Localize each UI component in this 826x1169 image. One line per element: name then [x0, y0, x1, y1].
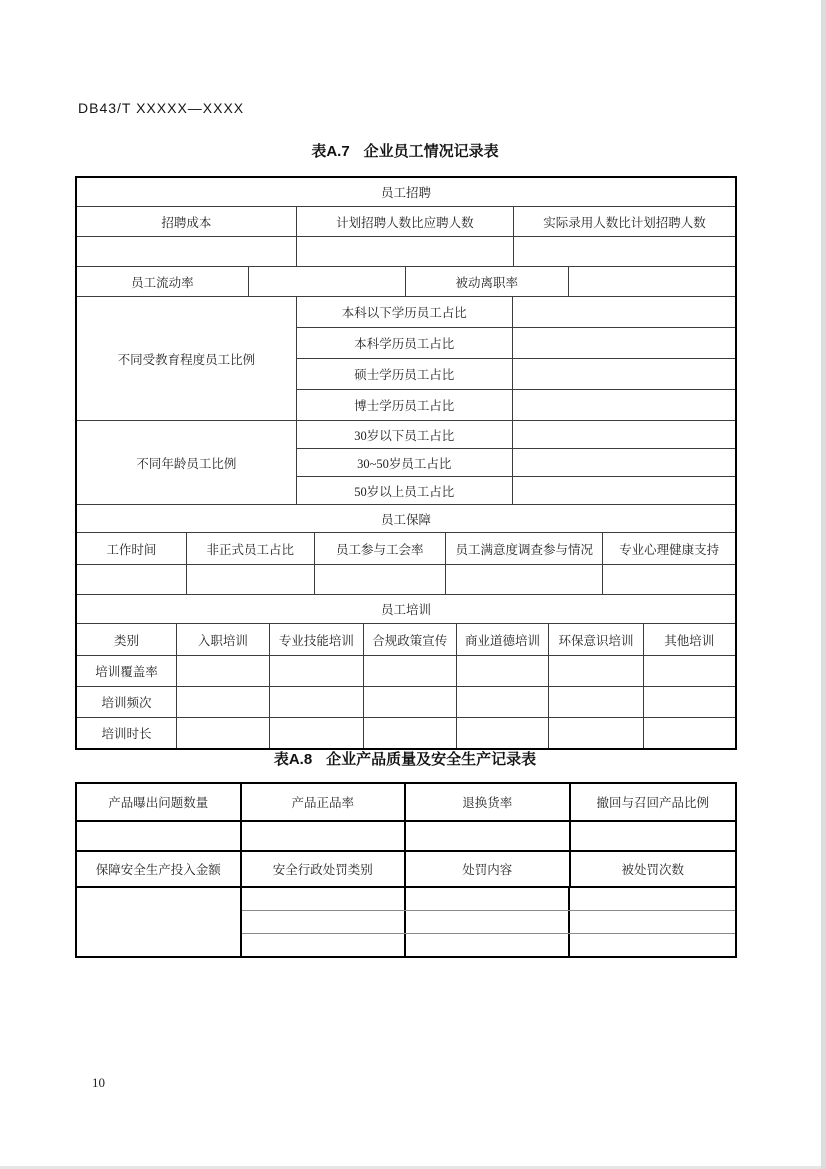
training-col-header: 其他培训	[664, 633, 715, 648]
safety-value-body	[242, 888, 736, 956]
training-row-label: 培训频次	[77, 687, 177, 717]
age-group-label: 不同年龄员工比例	[77, 421, 297, 504]
table-a7	[75, 176, 737, 750]
turnover-row	[77, 267, 735, 297]
age-row	[297, 449, 735, 477]
empty-cell	[77, 888, 242, 956]
training-col-header: 商业道德培训	[457, 624, 550, 655]
empty-cell	[406, 911, 570, 933]
turnover-label: 员工流动率	[77, 267, 249, 296]
recruitment-col-header: 招聘成本	[77, 207, 297, 236]
table-a7-caption-text: 企业员工情况记录表	[363, 143, 499, 160]
table-a8	[75, 782, 737, 958]
empty-cell	[406, 888, 570, 910]
safety-header-row	[77, 852, 735, 888]
training-col-header: 专业技能培训	[270, 624, 364, 655]
age-row	[297, 421, 735, 449]
empty-cell	[187, 565, 315, 594]
empty-cell	[77, 822, 242, 850]
empty-cell	[570, 934, 734, 956]
education-row-label: 本科以下学历员工占比	[297, 297, 513, 327]
empty-cell	[364, 656, 457, 686]
empty-cell	[77, 237, 297, 266]
table-a8-caption-text: 企业产品质量及安全生产记录表	[326, 751, 537, 768]
empty-cell	[364, 718, 457, 748]
age-row-label: 50岁以上员工占比	[297, 477, 513, 504]
education-row-label: 硕士学历员工占比	[297, 359, 513, 389]
empty-cell	[457, 656, 550, 686]
empty-cell	[297, 237, 514, 266]
welfare-col-header: 员工参与工会率	[315, 533, 447, 564]
table-a7-caption	[75, 140, 735, 161]
education-row	[297, 297, 735, 328]
empty-cell	[644, 687, 736, 717]
training-col-header: 类别	[77, 624, 177, 655]
welfare-section-row	[77, 505, 735, 533]
empty-cell	[513, 359, 735, 389]
education-row	[297, 328, 735, 359]
empty-cell	[406, 934, 570, 956]
age-group-row	[77, 421, 735, 505]
empty-cell	[571, 822, 736, 850]
empty-cell	[603, 565, 735, 594]
age-row-label: 30~50岁员工占比	[297, 449, 513, 476]
age-row-label: 30岁以下员工占比	[297, 421, 513, 448]
training-row-label: 培训时长	[77, 718, 177, 748]
safety-value-rows	[77, 888, 735, 956]
training-section-row	[77, 595, 735, 624]
empty-cell	[270, 687, 364, 717]
empty-cell	[570, 911, 734, 933]
recruitment-header-row	[77, 207, 735, 237]
empty-cell	[644, 718, 736, 748]
recruitment-value-row	[77, 237, 735, 267]
age-group-body	[297, 421, 735, 504]
empty-cell	[513, 449, 735, 476]
empty-cell	[270, 656, 364, 686]
safety-col-header: 保障安全生产投入金额	[77, 852, 242, 886]
safety-col-header: 处罚内容	[406, 852, 571, 886]
safety-value-subrow	[242, 911, 736, 934]
training-row-frequency	[77, 687, 735, 718]
welfare-col-header: 工作时间	[77, 533, 187, 564]
empty-cell	[177, 687, 270, 717]
training-section-header: 员工培训	[380, 603, 431, 617]
empty-cell	[242, 911, 406, 933]
welfare-col-header: 非正式员工占比	[187, 533, 315, 564]
training-col-header: 入职培训	[177, 624, 270, 655]
empty-cell	[513, 297, 735, 327]
empty-cell	[513, 421, 735, 448]
training-row-duration	[77, 718, 735, 748]
age-row	[297, 477, 735, 504]
recruitment-section-header: 员工招聘	[380, 186, 431, 200]
quality-col-header: 撤回与召回产品比例	[596, 796, 709, 810]
education-group-label: 不同受教育程度员工比例	[77, 297, 297, 420]
empty-cell	[242, 934, 406, 956]
education-group-body	[297, 297, 735, 420]
welfare-col-header: 员工满意度调查参与情况	[446, 533, 603, 564]
empty-cell	[549, 718, 643, 748]
passive-resignation-label: 被动离职率	[406, 267, 569, 296]
empty-cell	[270, 718, 364, 748]
document-code: DB43/T XXXXX—XXXX	[78, 100, 245, 116]
empty-cell	[177, 656, 270, 686]
empty-cell	[242, 888, 406, 910]
welfare-header-row	[77, 533, 735, 565]
safety-col-header: 被处罚次数	[621, 863, 684, 877]
quality-value-row	[77, 822, 735, 852]
education-row-label: 博士学历员工占比	[297, 390, 513, 420]
safety-value-subrow	[242, 888, 736, 911]
empty-cell	[513, 328, 735, 358]
table-a8-caption-label: 表A.8	[273, 751, 313, 768]
training-col-header: 合规政策宣传	[364, 624, 457, 655]
empty-cell	[364, 687, 457, 717]
empty-cell	[406, 822, 571, 850]
training-row-coverage	[77, 656, 735, 687]
quality-header-row	[77, 784, 735, 822]
welfare-col-header: 专业心理健康支持	[619, 542, 720, 557]
training-header-row	[77, 624, 735, 656]
training-row-label: 培训覆盖率	[77, 656, 177, 686]
empty-cell	[514, 237, 735, 266]
empty-cell	[315, 565, 447, 594]
empty-cell	[513, 477, 735, 504]
empty-cell	[457, 718, 550, 748]
empty-cell	[513, 390, 735, 420]
empty-cell	[644, 656, 736, 686]
recruitment-section-row	[77, 178, 735, 207]
welfare-section-header: 员工保障	[380, 512, 431, 527]
education-row	[297, 359, 735, 390]
empty-cell	[249, 267, 406, 296]
empty-cell	[446, 565, 603, 594]
table-a7-caption-label: 表A.7	[311, 143, 350, 160]
welfare-value-row	[77, 565, 735, 595]
empty-cell	[549, 656, 643, 686]
empty-cell	[549, 687, 643, 717]
empty-cell	[569, 267, 736, 296]
education-row-label: 本科学历员工占比	[297, 328, 513, 358]
table-a8-caption	[75, 748, 735, 769]
empty-cell	[570, 888, 734, 910]
safety-value-subrow	[242, 934, 736, 956]
quality-col-header: 产品正品率	[242, 784, 407, 820]
training-col-header: 环保意识培训	[549, 624, 643, 655]
empty-cell	[457, 687, 550, 717]
empty-cell	[177, 718, 270, 748]
recruitment-col-header: 实际录用人数比计划招聘人数	[543, 215, 706, 230]
quality-col-header: 产品曝出问题数量	[77, 784, 242, 820]
education-row	[297, 390, 735, 420]
safety-col-header: 安全行政处罚类别	[242, 852, 407, 886]
empty-cell	[242, 822, 407, 850]
empty-cell	[77, 565, 187, 594]
quality-col-header: 退换货率	[406, 784, 571, 820]
education-group-row	[77, 297, 735, 421]
recruitment-col-header: 计划招聘人数比应聘人数	[297, 207, 514, 236]
page-number: 10	[92, 1075, 105, 1090]
